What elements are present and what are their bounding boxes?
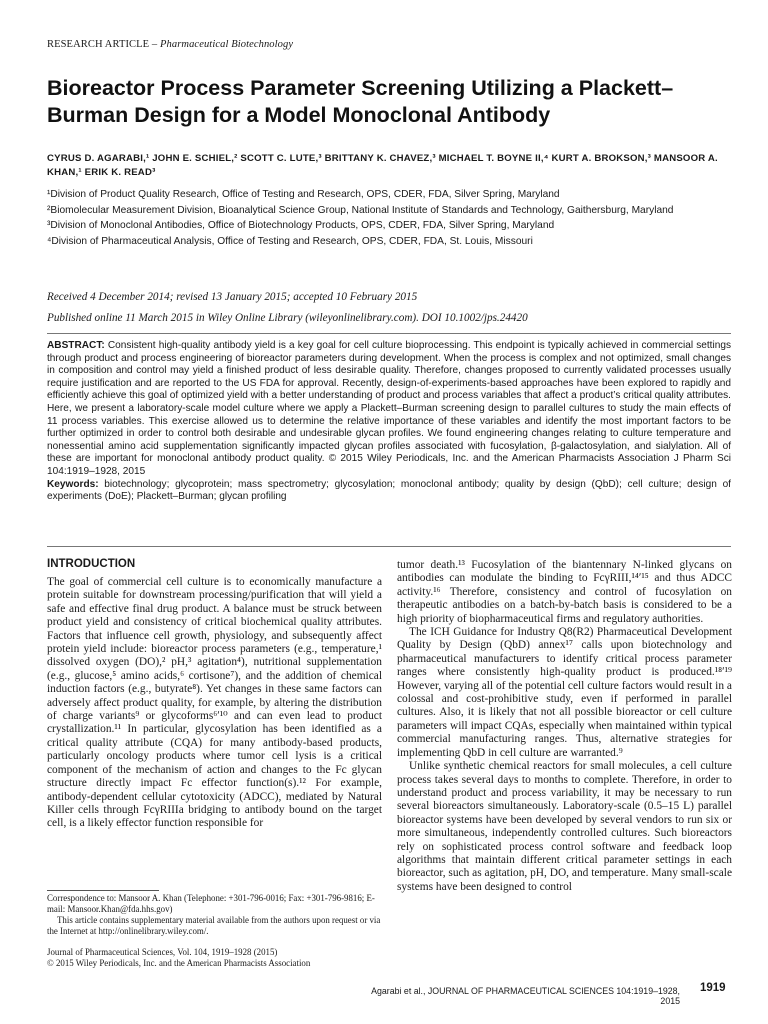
intro-paragraph-1: The goal of commercial cell culture is to economically manufacture a protein suitable for downstream processing/purification that will yield a safe and effective final drug product. A balance must be struck between product yield and consistency of critical biochemical quality attributes. Factors that influence cell growth, physiology, and subsequently affect protein yield include: bioreactor process parameters (e.g., temperature,¹ dissolved oxygen (DO),² pH,³ agitation⁴), nutritional supplementation (e.g., glucose,⁵ amino acids,⁶ cortisone⁷), and the addition of chemical induction factors (e.g., butyrate⁸). Yet changes in these same factors can adversely affect product quality, for example, by altering the distribution of charge variants⁹ or glycoforms⁶ʹ¹⁰ and can even lead to product crystallization.¹¹ In particular, glycosylation has been identified as a critical quality attribute (CQA) for many antibody-based products, particularly oncology products where tumor cell lysis is a critical component of the mechanism of action and changes to the Fc glycan structure directly impact Fc effector function(s).¹² For example, antibody-dependent cellular cytotoxicity (ADCC), mediated by Natural Killer cells through FcγRIIIa bridging to antibody bound on the target cell, is a likely effector function responsible for: [47, 576, 382, 830]
published-online: Published online 11 March 2015 in Wiley Online Library (wileyonlinelibrary.com). DOI 10.1002/jps.24420: [47, 312, 528, 324]
intro-paragraph-4: Unlike synthetic chemical reactors for small molecules, a cell culture process takes several days to months to complete. Therefore, in order to understand product and process variability, it may be necessary to run several bioreactors simultaneously. Laboratory-scale (0.5–15 L) parallel bioreactor systems have been developed by several vendors to run six or more simultaneous, independently controlled cultures. Such bioreactors rely on sophisticated process control software and feedback loop algorithms that maintain different critical parameter settings in each bioreactor, such as agitation, pH, DO, and temperature. Many small-scale systems have been designed to control: [397, 760, 732, 893]
keywords-label: Keywords:: [47, 478, 99, 490]
journal-info: Journal of Pharmaceutical Sciences, Vol. 104, 1919–1928 (2015): [47, 947, 278, 957]
abstract-top-rule: [47, 333, 731, 334]
abstract-label: ABSTRACT:: [47, 340, 105, 351]
abstract-paragraph: [47, 340, 731, 479]
keywords-text: biotechnology; glycoprotein; mass spectrometry; glycosylation; monoclonal antibody; quality by design (QbD); cell culture; design of experiments (DoE); Plackett–Burman; glycan profiling: [47, 478, 731, 503]
supplementary-note: This article contains supplementary material available from the authors upon request or via the Internet at http://onlinelibrary.wiley.com/.: [47, 915, 381, 936]
affiliation-3: ³Division of Monoclonal Antibodies, Office of Biotechnology Products, OPS, CDER, FDA, Silver Spring, Maryland: [47, 220, 555, 232]
copyright-note: © 2015 Wiley Periodicals, Inc. and the American Pharmacists Association: [47, 958, 311, 968]
introduction-heading: INTRODUCTION: [47, 558, 136, 570]
footnotes: [47, 893, 382, 969]
abstract-block: [47, 340, 731, 504]
footnote-rule: [47, 890, 159, 891]
keywords-paragraph: [47, 479, 731, 504]
page-number: 1919: [700, 982, 726, 994]
abstract-bottom-rule: [47, 546, 731, 547]
received-dates: Received 4 December 2014; revised 13 January 2015; accepted 10 February 2015: [47, 291, 418, 303]
abstract-text: Consistent high-quality antibody yield is a key goal for cell culture bioprocessing. This endpoint is typically achieved in commercial settings through product and process engineering of bioreactor parameters during development. When the process is complex and not optimized, small changes in composition and control may yield a finished product of less desirable quality. Therefore, changes proposed to currently validated processes usually require justification and are reported to the US FDA for approval. Recently, design-of-experiments-based approaches have been explored to rapidly and efficiently achieve this goal of optimized yield with a better understanding of product and process variables that affect a product’s critical quality attributes. Here, we present a laboratory-scale model culture where we apply a Plackett–Burman screening design to parallel cultures to study the main effects of 11 process variables. This exercise allowed us to determine the relative importance of these variables and identify the most important factors to be further optimized in order to control both desirable and undesirable glycan profiles. We found engineering changes relating to culture temperature and nonessential amino acid supplementation significantly impacted glycan profiles associated with fucosylation, β-galactosylation, and sialylation. All of these are important for monoclonal antibody product quality. © 2015 Wiley Periodicals, Inc. and the American Pharmacists Association J Pharm Sci 104:1919–1928, 2015: [47, 340, 731, 477]
article-title: Bioreactor Process Parameter Screening Utilizing a Plackett–Burman Design for a Model Monoclonal Antibody: [47, 76, 674, 127]
affiliation-2: ²Biomolecular Measurement Division, Bioanalytical Science Group, National Institute of Standards and Technology, Gaithersburg, Maryland: [47, 204, 674, 216]
running-header: [47, 39, 293, 50]
affiliation-4: ⁴Division of Pharmaceutical Analysis, Office of Testing and Research, OPS, CDER, FDA, St. Louis, Missouri: [47, 235, 533, 247]
author-list: CYRUS D. AGARABI,¹ JOHN E. SCHIEL,² SCOTT C. LUTE,³ BRITTANY K. CHAVEZ,³ MICHAEL T. BOYNE II,⁴ KURT A. BROKSON,³ MANSOOR A. KHAN,¹ ERIK K. READ³: [47, 153, 718, 178]
page-footer-citation: Agarabi et al., JOURNAL OF PHARMACEUTICAL SCIENCES 104:1919–1928, 2015: [371, 986, 680, 1006]
correspondence-note: Correspondence to: Mansoor A. Khan (Telephone: +301-796-0016; Fax: +301-796-9816; E-mail: Mansoor.Khan@fda.hhs.gov): [47, 893, 375, 914]
intro-paragraph-3: The ICH Guidance for Industry Q8(R2) Pharmaceutical Development Quality by Design (QbD) annex¹⁷ calls upon biotechnology and pharmaceutical manufacturers to identify critical process parameter ranges where consistently high-quality product is produced.¹⁸ʹ¹⁹ However, varying all of the potential cell culture factors would result in a colossal and cost-prohibitive study, even if performed in parallel cultures. Also, it is likely that not all possible bioreactor or cell culture parameters will impact CQAs, especially when maintained within typical commercial manufacturing ranges. Thus, alternative strategies for implementing QbD in cell culture are warranted.⁹: [397, 626, 732, 759]
publication-dates: [47, 288, 737, 330]
intro-paragraph-2: tumor death.¹³ Fucosylation of the biantennary N-linked glycans on antibodies can modulate the binding to FcγRIII,¹⁴ʹ¹⁵ and thus ADCC activity.¹⁶ Therefore, consistency and control of fucosylation on therapeutic antibodies on a batch-by-batch basis is considered to be a high priority of biopharmaceutical firms and regulatory authorities.: [397, 559, 732, 625]
left-column: [47, 558, 382, 831]
affiliations: [47, 187, 737, 249]
journal-section: Pharmaceutical Biotechnology: [160, 39, 294, 50]
article-category: RESEARCH ARTICLE –: [47, 39, 160, 50]
right-column: [397, 559, 732, 894]
affiliation-1: ¹Division of Product Quality Research, Office of Testing and Research, OPS, CDER, FDA, Silver Spring, Maryland: [47, 189, 560, 200]
